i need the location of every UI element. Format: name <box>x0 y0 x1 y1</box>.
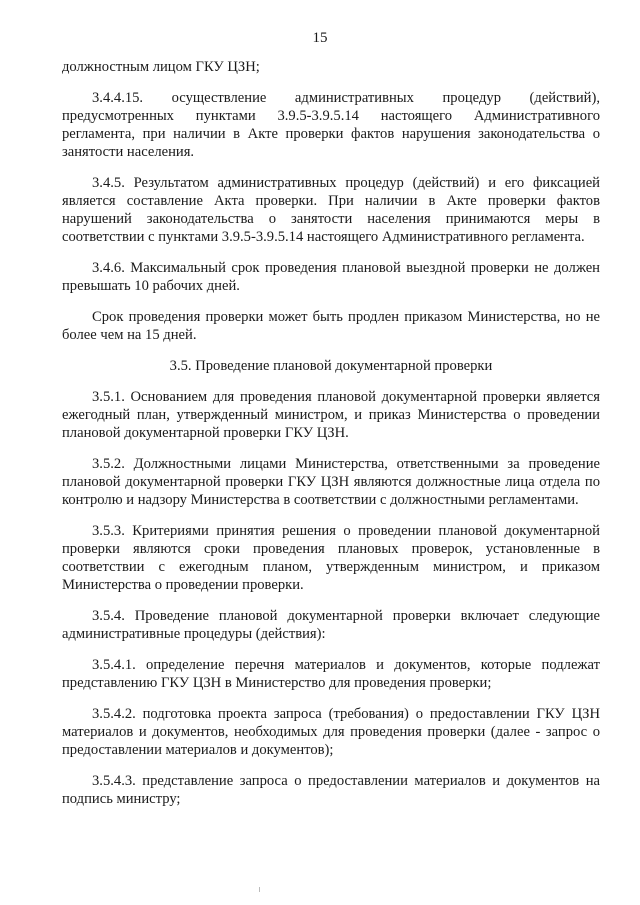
paragraph-3-5-2: 3.5.2. Должностными лицами Министерства, ответственными за проведение плановой документарной проверки ГКУ ЦЗН являются должностные лица отдела по контролю и надзору Министерства в соответствии с должностными регламентами. <box>62 456 600 508</box>
paragraph-3-5-4-2: 3.5.4.2. подготовка проекта запроса (требования) о предоставлении ГКУ ЦЗН материалов и документов, необходимых для проведения проверки (далее - запрос о предоставлении материалов и документов); <box>62 706 600 758</box>
paragraph-3-4-6: 3.4.6. Максимальный срок проведения плановой выездной проверки не должен превышать 10 рабочих дней. <box>62 260 600 294</box>
section-heading-3-5: 3.5. Проведение плановой документарной проверки <box>169 358 493 374</box>
paragraph-3-5-3: 3.5.3. Критериями принятия решения о проведении плановой документарной проверки являются сроки проведения плановых проверок, установленные в соответствии с ежегодным планом, утвержденным министром, и приказом Министерства о проведении проверки. <box>62 523 600 593</box>
scan-artifact-mark <box>259 887 260 892</box>
paragraph-3-4-4-15: 3.4.4.15. осуществление административных процедур (действий), предусмотренных пунктами 3.9.5-3.9.5.14 настоящего Административного регламента, при наличии в Акте проверки фактов нарушения законодательства о занятости населения. <box>62 90 600 160</box>
paragraph-3-5-4-1: 3.5.4.1. определение перечня материалов и документов, которые подлежат представлению ГКУ ЦЗН в Министерство для проведения проверки; <box>62 657 600 691</box>
document-body <box>62 58 600 821</box>
paragraph-3-4-5: 3.4.5. Результатом административных процедур (действий) и его фиксацией является составление Акта проверки. При наличии в Акте проверки фактов нарушений законодательства о занятости населения принимаются меры в соответствии с пунктами 3.9.5-3.9.5.14 настоящего Административного регламента. <box>62 175 600 245</box>
paragraph-continuation: должностным лицом ГКУ ЦЗН; <box>62 59 260 75</box>
paragraph-term-extension: Срок проведения проверки может быть продлен приказом Министерства, но не более чем на 15 дней. <box>62 309 600 343</box>
paragraph-3-5-4: 3.5.4. Проведение плановой документарной проверки включает следующие административные процедуры (действия): <box>62 608 600 642</box>
page-number: 15 <box>312 30 328 46</box>
paragraph-3-5-4-3: 3.5.4.3. представление запроса о предоставлении материалов и документов на подпись министру; <box>62 773 600 807</box>
paragraph-3-5-1: 3.5.1. Основанием для проведения плановой документарной проверки является ежегодный план, утвержденный министром, и приказ Министерства о проведении плановой документарной проверки ГКУ ЦЗН. <box>62 389 600 441</box>
